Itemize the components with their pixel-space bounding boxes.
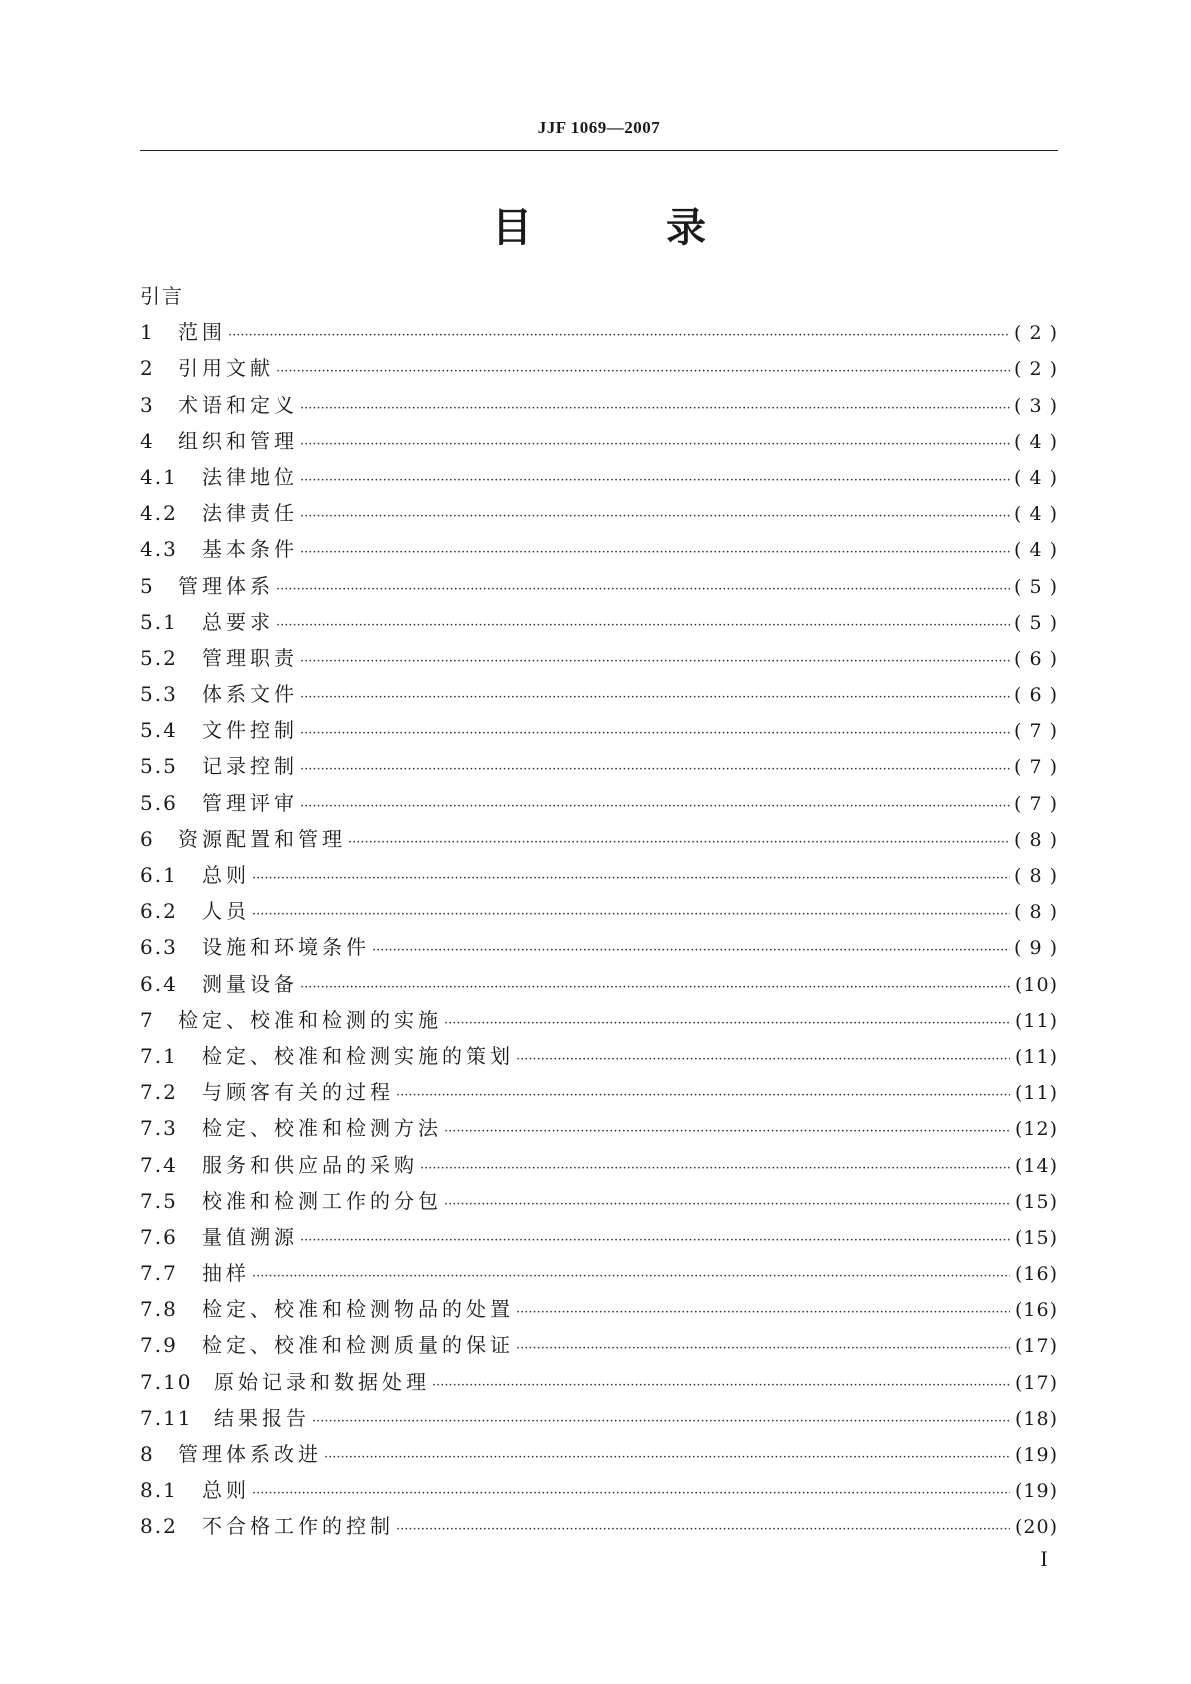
toc-dot-leader xyxy=(300,716,1010,752)
toc-entry-page: ( 7 ) xyxy=(1014,720,1058,743)
toc-entry-number: 7.8 xyxy=(140,1297,178,1322)
toc-dot-leader xyxy=(276,354,1010,390)
toc-entry-number: 6.2 xyxy=(140,899,178,924)
toc-entry-label: 校准和检测工作的分包 xyxy=(202,1188,442,1213)
toc-dot-leader xyxy=(444,1114,1010,1150)
toc-entry-number: 7.4 xyxy=(140,1152,178,1177)
toc-entry-label: 检定、校准和检测物品的处置 xyxy=(202,1297,514,1322)
toc-entry-page: ( 8 ) xyxy=(1014,901,1058,924)
toc-entry-number: 5.5 xyxy=(140,754,178,779)
toc-entry-number: 4.2 xyxy=(140,501,178,526)
toc-entry-label: 设施和环境条件 xyxy=(202,935,370,960)
toc-entry-page: ( 7 ) xyxy=(1014,756,1058,779)
toc-entry-number: 7.11 xyxy=(140,1405,193,1430)
toc-entry-number: 8 xyxy=(140,1442,155,1466)
toc-dot-leader xyxy=(300,680,1010,716)
toc-entry-number: 5.3 xyxy=(140,682,178,707)
toc-entry-page: (17) xyxy=(1014,1371,1058,1394)
toc-entry-label: 与顾客有关的过程 xyxy=(202,1080,394,1105)
toc-entry-page: ( 2 ) xyxy=(1014,322,1058,345)
toc-dot-leader xyxy=(300,1223,1010,1259)
toc-entry-number: 7.2 xyxy=(140,1080,178,1105)
toc-entry-number: 7.7 xyxy=(140,1261,178,1286)
toc-entry[interactable] xyxy=(140,748,1058,784)
toc-entry[interactable] xyxy=(140,1183,1058,1219)
toc-dot-leader xyxy=(252,1259,1010,1295)
toc-dot-leader xyxy=(300,752,1010,788)
toc-dot-leader xyxy=(252,1476,1010,1512)
toc-entry-page: ( 4 ) xyxy=(1014,503,1058,526)
toc-dot-leader xyxy=(300,970,1010,1006)
toc-entry-number: 4 xyxy=(140,428,155,453)
toc-entry-number: 1 xyxy=(140,320,155,345)
toc-entry[interactable] xyxy=(140,929,1058,965)
toc-entry[interactable] xyxy=(140,531,1058,567)
toc-entry-page: (15) xyxy=(1014,1190,1058,1213)
toc-entry-label: 总则 xyxy=(202,1478,250,1503)
toc-entry-number: 8.1 xyxy=(140,1478,178,1503)
toc-entry-label: 体系文件 xyxy=(202,682,298,707)
toc-entry-page: (15) xyxy=(1014,1226,1058,1249)
toc-entry[interactable] xyxy=(140,1038,1058,1074)
toc-entry[interactable] xyxy=(140,1364,1058,1400)
toc-entry-number: 7.5 xyxy=(140,1188,178,1213)
toc-entry[interactable] xyxy=(140,604,1058,640)
toc-entry-label: 管理体系改进 xyxy=(178,1442,322,1466)
toc-entry[interactable] xyxy=(140,821,1058,857)
toc-entry-number: 6.1 xyxy=(140,863,178,887)
toc-entry-page: ( 6 ) xyxy=(1014,647,1058,670)
toc-dot-leader xyxy=(300,789,1010,825)
toc-entry-label: 组织和管理 xyxy=(178,428,298,453)
toc-entry-page: ( 9 ) xyxy=(1014,937,1058,960)
toc-dot-leader xyxy=(300,463,1010,499)
toc-entry[interactable] xyxy=(140,1074,1058,1110)
toc-entry-page: (20) xyxy=(1014,1516,1058,1539)
toc-entry[interactable] xyxy=(140,1508,1058,1544)
toc-entry-label: 记录控制 xyxy=(202,754,298,779)
toc-entry-number: 6.4 xyxy=(140,971,178,996)
toc-dot-leader xyxy=(444,1187,1010,1223)
toc-entry[interactable] xyxy=(140,1147,1058,1183)
toc-dot-leader xyxy=(324,1440,1010,1476)
toc-dot-leader xyxy=(444,1006,1010,1042)
toc-entry-number: 5.1 xyxy=(140,609,178,634)
toc-entry-number: 7 xyxy=(140,1007,155,1032)
toc-entry-number: 7.9 xyxy=(140,1333,178,1358)
toc-entry-page: ( 5 ) xyxy=(1014,611,1058,634)
toc-entry-number: 6.3 xyxy=(140,935,178,960)
toc-entry-label: 管理体系 xyxy=(178,573,274,598)
toc-entry-page: (11) xyxy=(1014,1045,1058,1068)
toc-entry-label: 检定、校准和检测实施的策划 xyxy=(202,1043,514,1068)
toc-dot-leader xyxy=(516,1331,1010,1367)
page-number: I xyxy=(1040,1546,1048,1571)
toc-entry-label: 量值溯源 xyxy=(202,1224,298,1249)
toc-entry-label: 人员 xyxy=(202,899,250,924)
toc-entry[interactable] xyxy=(140,1400,1058,1436)
toc-entry-page: ( 4 ) xyxy=(1014,466,1058,489)
toc-dot-leader xyxy=(432,1368,1010,1404)
toc-entry[interactable] xyxy=(140,568,1058,604)
page-title: 目 录 xyxy=(492,205,766,251)
toc-entry-page: (12) xyxy=(1014,1118,1058,1141)
toc-entry[interactable] xyxy=(140,1002,1058,1038)
toc-entry[interactable] xyxy=(140,1472,1058,1508)
toc-dot-leader xyxy=(228,318,1010,354)
toc-entry-label: 抽样 xyxy=(202,1261,250,1286)
toc-entry-page: ( 8 ) xyxy=(1014,865,1058,887)
toc-dot-leader xyxy=(372,933,1010,969)
toc-entry-number: 7.1 xyxy=(140,1043,178,1068)
toc-entry-page: ( 5 ) xyxy=(1014,575,1058,598)
toc-entry-label: 法律地位 xyxy=(202,464,298,489)
toc-entry-page: ( 8 ) xyxy=(1014,828,1058,851)
toc-entry-page: ( 4 ) xyxy=(1014,539,1058,562)
toc-dot-leader xyxy=(348,825,1010,861)
toc-entry-label: 测量设备 xyxy=(202,971,298,996)
toc-entry[interactable] xyxy=(140,423,1058,459)
toc-entry-label: 原始记录和数据处理 xyxy=(214,1369,430,1394)
toc-entry-number: 4.3 xyxy=(140,537,178,562)
toc-entry[interactable] xyxy=(140,1110,1058,1146)
toc-dot-leader xyxy=(312,1404,1010,1440)
toc-entry[interactable] xyxy=(140,1436,1058,1472)
toc-entry-page: (19) xyxy=(1014,1480,1058,1503)
toc-entry-label: 结果报告 xyxy=(214,1405,310,1430)
toc-entry-page: (10) xyxy=(1014,973,1058,996)
toc-entry-label: 不合格工作的控制 xyxy=(202,1514,394,1539)
toc-dot-leader xyxy=(300,644,1010,680)
toc-entry-label: 引用文献 xyxy=(178,356,274,381)
toc-dot-leader xyxy=(300,499,1010,535)
toc-entry-page: ( 6 ) xyxy=(1014,684,1058,707)
toc-entry[interactable] xyxy=(140,640,1058,676)
toc-entry[interactable] xyxy=(140,1291,1058,1327)
toc-entry-number: 5.6 xyxy=(140,790,178,815)
toc-dot-leader xyxy=(252,861,1010,897)
toc-entry-page: (16) xyxy=(1014,1299,1058,1322)
toc-entry-label: 文件控制 xyxy=(202,718,298,743)
toc-entry[interactable] xyxy=(140,893,1058,929)
toc-entry[interactable] xyxy=(140,857,1058,893)
toc-entry-label: 总要求 xyxy=(202,609,274,634)
toc-entry-number: 7.10 xyxy=(140,1369,193,1394)
table-of-contents xyxy=(140,278,1058,1545)
toc-entry-label: 术语和定义 xyxy=(178,392,298,417)
toc-entry-label: 服务和供应品的采购 xyxy=(202,1152,418,1177)
toc-entry-number: 5.4 xyxy=(140,718,178,743)
toc-dot-leader xyxy=(276,608,1010,644)
toc-entry[interactable] xyxy=(140,314,1058,350)
toc-entry-page: ( 7 ) xyxy=(1014,792,1058,815)
toc-entry-page: (16) xyxy=(1014,1263,1058,1286)
toc-entry[interactable] xyxy=(140,676,1058,712)
toc-dot-leader xyxy=(396,1078,1010,1114)
toc-entry-page: (18) xyxy=(1014,1407,1058,1430)
toc-dot-leader xyxy=(516,1295,1010,1331)
toc-entry-page: (19) xyxy=(1014,1444,1058,1466)
toc-entry[interactable] xyxy=(140,387,1058,423)
toc-entry-number: 3 xyxy=(140,392,155,417)
toc-entry-number: 5.2 xyxy=(140,645,178,670)
toc-entry-label: 管理职责 xyxy=(202,645,298,670)
toc-entry-page: (11) xyxy=(1014,1082,1058,1105)
toc-entry-page: ( 4 ) xyxy=(1014,430,1058,453)
toc-entry-label: 范围 xyxy=(178,320,226,345)
toc-entry[interactable] xyxy=(140,1327,1058,1363)
toc-entry[interactable] xyxy=(140,459,1058,495)
toc-entry-number: 6 xyxy=(140,826,155,851)
toc-dot-leader xyxy=(516,1042,1010,1078)
toc-dot-leader xyxy=(300,427,1010,463)
toc-entry-label: 法律责任 xyxy=(202,501,298,526)
toc-intro-entry[interactable]: 引言 xyxy=(140,284,184,308)
toc-dot-leader xyxy=(300,391,1010,427)
toc-entry-page: ( 3 ) xyxy=(1014,394,1058,417)
toc-entry-label: 检定、校准和检测方法 xyxy=(202,1116,442,1141)
toc-dot-leader xyxy=(252,897,1010,933)
document-code-header: JJF 1069—2007 xyxy=(537,118,661,137)
toc-entry-number: 4.1 xyxy=(140,464,178,489)
toc-dot-leader xyxy=(396,1512,1010,1548)
header-divider xyxy=(140,150,1058,151)
toc-entry-label: 基本条件 xyxy=(202,537,298,562)
toc-entries xyxy=(140,314,1058,1544)
toc-entry[interactable] xyxy=(140,785,1058,821)
toc-entry-label: 检定、校准和检测的实施 xyxy=(178,1007,442,1032)
toc-entry-label: 检定、校准和检测质量的保证 xyxy=(202,1333,514,1358)
toc-entry[interactable] xyxy=(140,1255,1058,1291)
toc-entry-label: 管理评审 xyxy=(202,790,298,815)
toc-entry-number: 2 xyxy=(140,356,155,381)
toc-entry-page: (14) xyxy=(1014,1154,1058,1177)
toc-entry-page: (11) xyxy=(1014,1009,1058,1032)
toc-entry-page: ( 2 ) xyxy=(1014,358,1058,381)
toc-entry-page: (17) xyxy=(1014,1335,1058,1358)
toc-entry[interactable] xyxy=(140,966,1058,1002)
toc-entry-label: 资源配置和管理 xyxy=(178,826,346,851)
toc-entry-label: 总则 xyxy=(202,863,250,887)
toc-dot-leader xyxy=(420,1151,1010,1187)
toc-dot-leader xyxy=(300,535,1010,571)
toc-entry-number: 5 xyxy=(140,573,155,598)
toc-entry-number: 7.3 xyxy=(140,1116,178,1141)
toc-entry-number: 7.6 xyxy=(140,1224,178,1249)
toc-dot-leader xyxy=(276,572,1010,608)
toc-entry[interactable] xyxy=(140,495,1058,531)
toc-entry-number: 8.2 xyxy=(140,1514,178,1539)
toc-entry[interactable] xyxy=(140,1219,1058,1255)
toc-entry[interactable] xyxy=(140,712,1058,748)
toc-entry[interactable] xyxy=(140,350,1058,386)
